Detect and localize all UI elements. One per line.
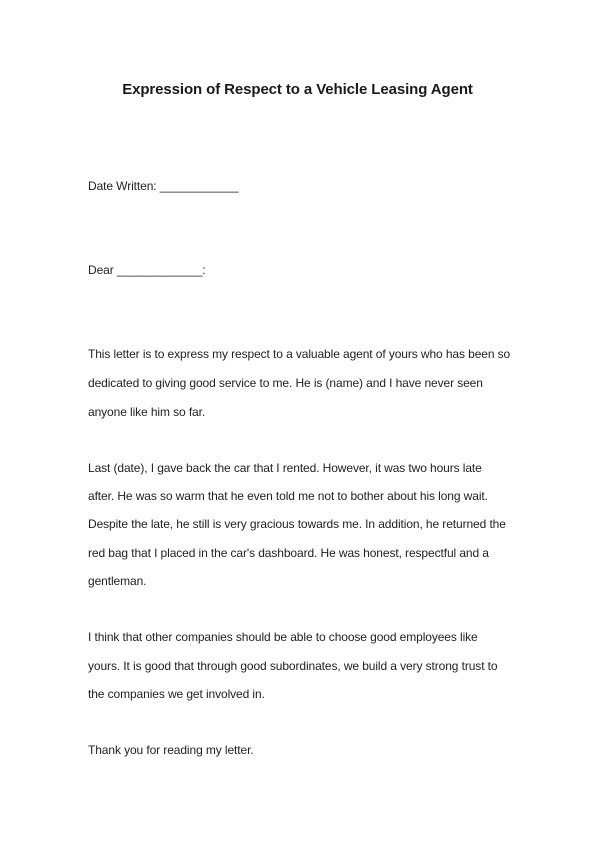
paragraph-1-line-1: This letter is to express my respect to a valuable agent of yours who has been so (88, 347, 511, 361)
paragraph-3-line-2: yours. It is good that through good subordinates, we build a very strong trust to (88, 659, 498, 673)
closing-line: Thank you for reading my letter. (88, 743, 254, 757)
paragraph-2-line-5: gentleman. (88, 574, 147, 588)
date-written-line: Date Written: ____________ (88, 179, 239, 193)
paragraph-3-line-1: I think that other companies should be able to choose good employees like (88, 630, 478, 644)
paragraph-3-line-3: the companies we get involved in. (88, 687, 265, 701)
paragraph-1-line-3: anyone like him so far. (88, 405, 206, 419)
paragraph-2-line-3: Despite the late, he still is very gracious towards me. In addition, he returned the (88, 517, 506, 531)
paragraph-2-line-1: Last (date), I gave back the car that I rented. However, it was two hours late (88, 461, 482, 475)
paragraph-2-line-2: after. He was so warm that he even told me not to bother about his long wait. (88, 489, 488, 503)
paragraph-1-line-2: dedicated to giving good service to me. He is (name) and I have never seen (88, 376, 483, 390)
salutation-line: Dear _____________: (88, 263, 206, 277)
letter-title: Expression of Respect to a Vehicle Leasing Agent (122, 81, 473, 98)
paragraph-2-line-4: red bag that I placed in the car's dashboard. He was honest, respectful and a (88, 546, 489, 560)
